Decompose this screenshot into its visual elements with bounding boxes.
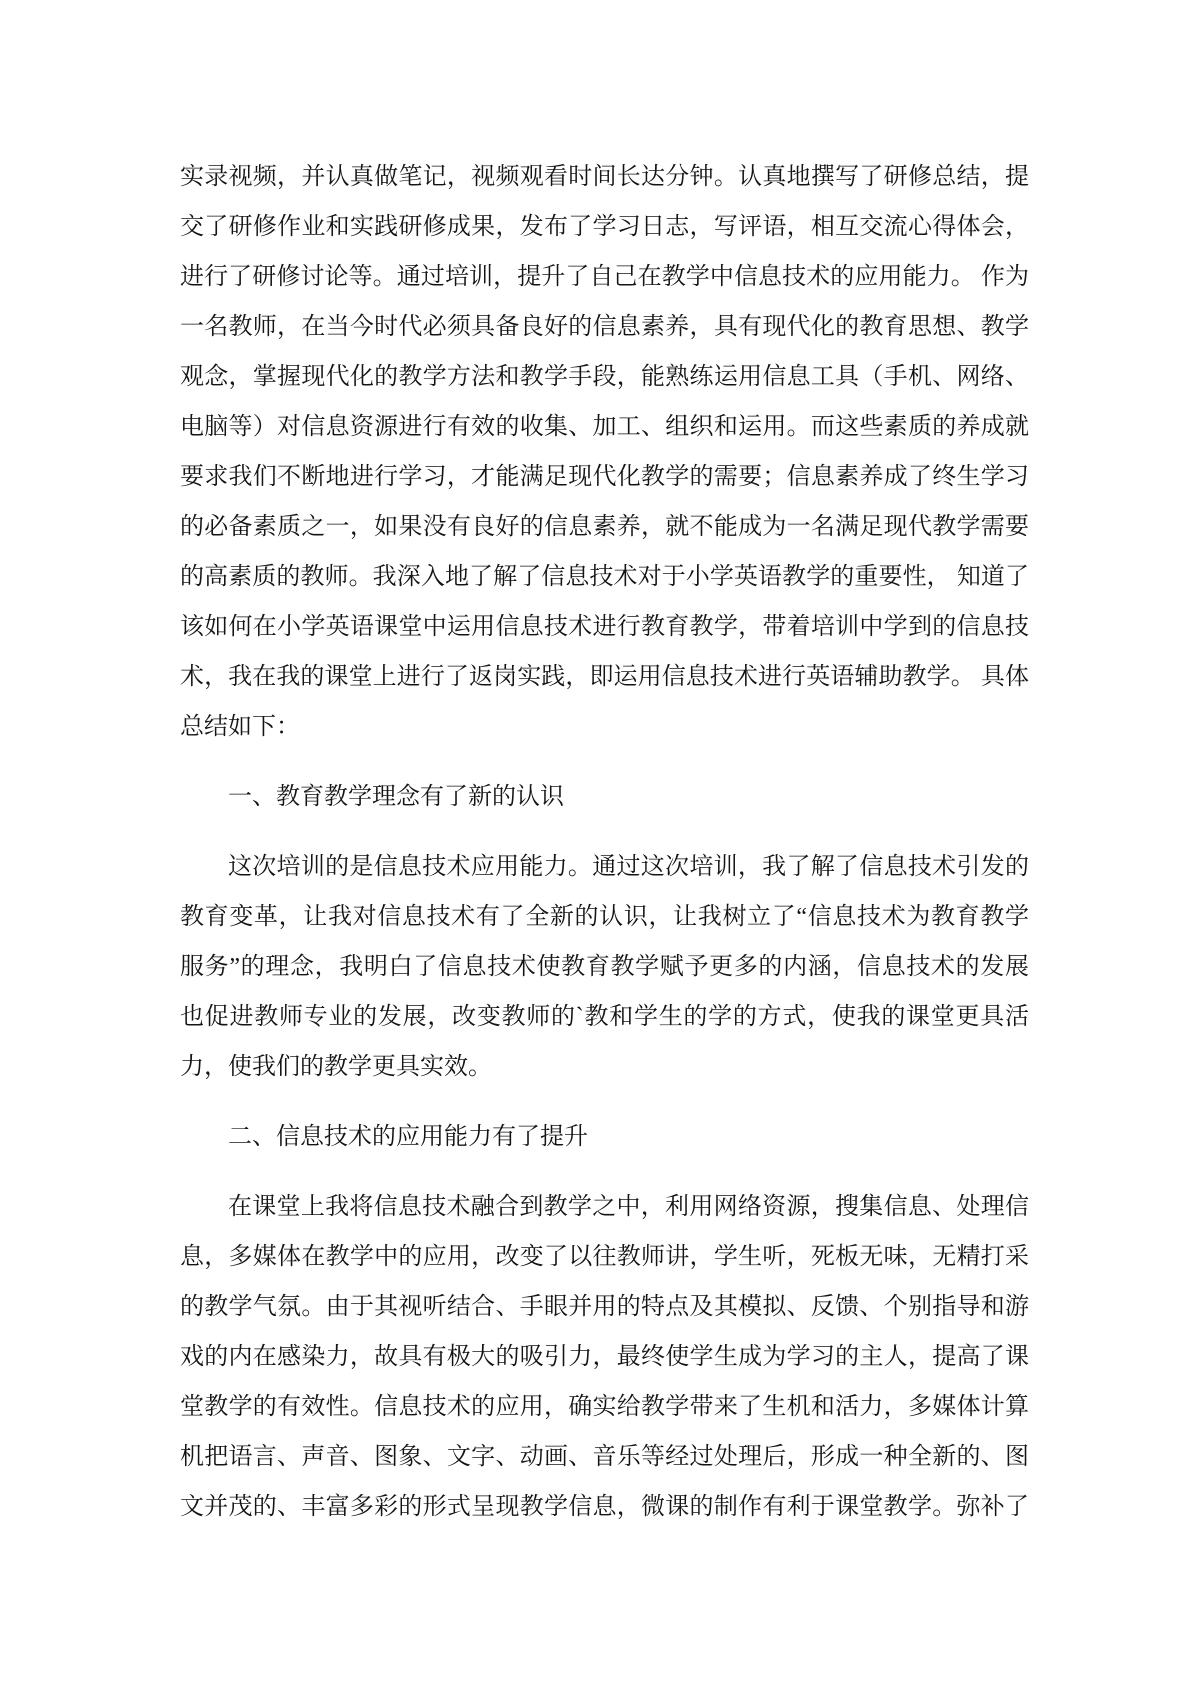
text-line: 的教学气氛。由于其视听结合、手眼并用的特点及其模拟、反馈、个别指导和游 — [180, 1294, 1029, 1320]
text-line: 力，使我们的教学更具实效。 — [180, 1054, 492, 1080]
text-line: 电脑等）对信息资源进行有效的收集、加工、组织和运用。而这些素质的养成就 — [180, 414, 1029, 440]
text-line: 交了研修作业和实践研修成果，发布了学习日志，写评语，相互交流心得体会， — [180, 214, 1029, 240]
text-line: 的必备素质之一，如果没有良好的信息素养，就不能成为一名满足现代教学需要 — [180, 514, 1029, 540]
text-line: 文并茂的、丰富多彩的形式呈现教学信息，微课的制作有利于课堂教学。弥补了 — [180, 1494, 1029, 1520]
text-line: 一名教师，在当今时代必须具备良好的信息素养，具有现代化的教育思想、教学 — [180, 314, 1029, 340]
text-line: 总结如下： — [180, 714, 300, 740]
text-line: 的高素质的教师。我深入地了解了信息技术对于小学英语教学的重要性， 知道了 — [180, 564, 1029, 590]
document-content — [180, 152, 1029, 1532]
text-line: 也促进教师专业的发展，改变教师的`教和学生的学的方式，使我的课堂更具活 — [180, 1004, 1029, 1030]
text-line: 实录视频，并认真做笔记，视频观看时间长达分钟。认真地撰写了研修总结，提 — [180, 164, 1029, 190]
text-line: 教育变革，让我对信息技术有了全新的认识，让我树立了“信息技术为教育教学 — [180, 904, 1029, 930]
paragraph-3 — [180, 1182, 1029, 1532]
text-line: 要求我们不断地进行学习，才能满足现代化教学的需要；信息素养成了终生学习 — [180, 464, 1029, 490]
section-heading-2: 二、信息技术的应用能力有了提升 — [228, 1124, 588, 1150]
text-line: 息，多媒体在教学中的应用，改变了以往教师讲，学生听，死板无味，无精打采 — [180, 1244, 1029, 1270]
text-line: 堂教学的有效性。信息技术的应用，确实给教学带来了生机和活力，多媒体计算 — [180, 1394, 1029, 1420]
section-heading-1: 一、教育教学理念有了新的认识 — [228, 784, 564, 810]
text-line: 戏的内在感染力，故具有极大的吸引力，最终使学生成为学习的主人，提高了课 — [180, 1344, 1029, 1370]
text-line: 服务”的理念，我明白了信息技术使教育教学赋予更多的内涵，信息技术的发展 — [180, 954, 1029, 980]
text-line: 这次培训的是信息技术应用能力。通过这次培训，我了解了信息技术引发的 — [228, 854, 1029, 880]
text-line: 进行了研修讨论等。通过培训，提升了自己在教学中信息技术的应用能力。 作为 — [180, 264, 1029, 290]
paragraph-2 — [180, 842, 1029, 1092]
text-line: 该如何在小学英语课堂中运用信息技术进行教育教学，带着培训中学到的信息技 — [180, 614, 1029, 640]
text-line: 观念，掌握现代化的教学方法和教学手段，能熟练运用信息工具（手机、网络、 — [180, 364, 1029, 390]
text-line: 术，我在我的课堂上进行了返岗实践，即运用信息技术进行英语辅助教学。 具体 — [180, 664, 1029, 690]
text-line: 在课堂上我将信息技术融合到教学之中，利用网络资源，搜集信息、处理信 — [228, 1194, 1029, 1220]
paragraph-1 — [180, 152, 1029, 752]
text-line: 机把语言、声音、图象、文字、动画、音乐等经过处理后，形成一种全新的、图 — [180, 1444, 1029, 1470]
